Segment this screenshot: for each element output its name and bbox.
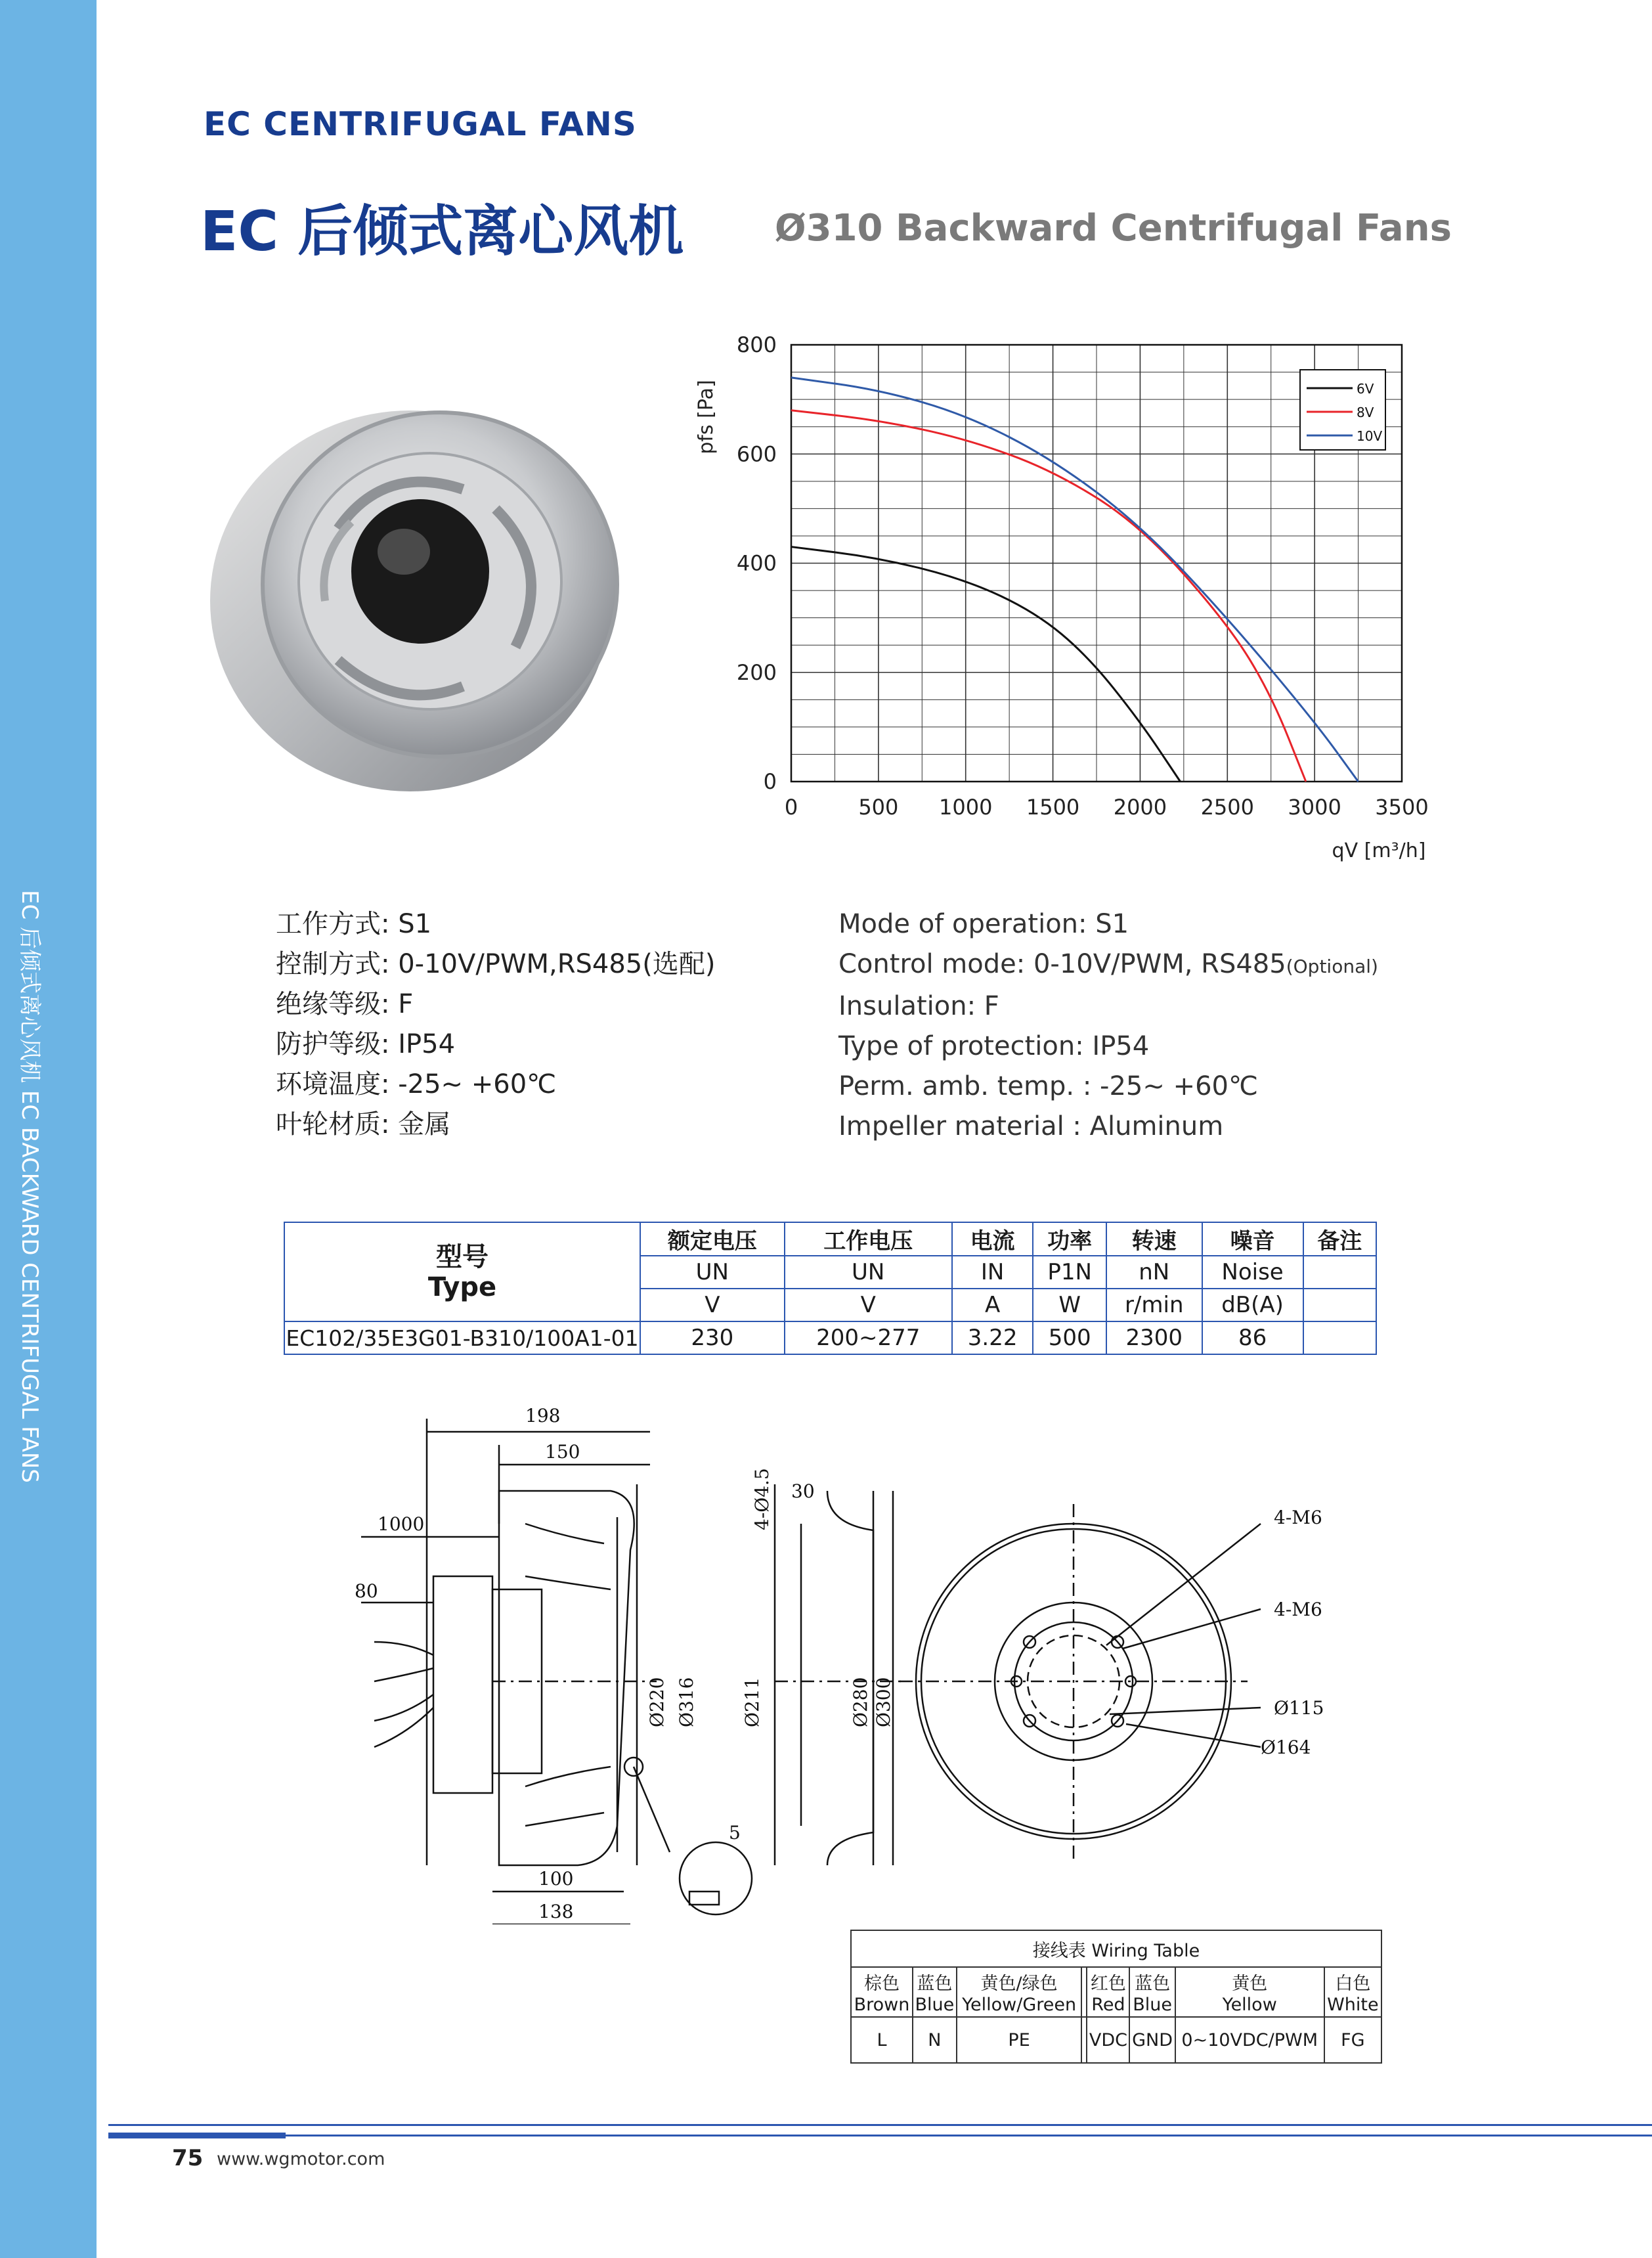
sidebar-text: EC 后倾式离心风机 EC BACKWARD CENTRIFUGAL FANS (16, 890, 43, 1483)
type-table (284, 1222, 1377, 1355)
dim-label: 1000 (378, 1513, 425, 1535)
footer-divider-thin (286, 2135, 1652, 2136)
dim-label: 138 (538, 1901, 574, 1922)
wire-signal: L (851, 2017, 913, 2063)
wire-color: 黄色 Yellow (1175, 1967, 1324, 2017)
dim-label: 4-M6 (1274, 1507, 1322, 1528)
wiring-table (850, 1930, 1382, 2064)
header-cell: 噪音 (1202, 1222, 1303, 1256)
y-axis-label: pfs [Pa] (695, 380, 718, 454)
sidebar (0, 0, 97, 2258)
x-tick-label: 2000 (1113, 795, 1167, 820)
unit-cell: W (1033, 1289, 1106, 1321)
performance-chart (683, 322, 1438, 880)
unit-cell: V (785, 1289, 952, 1321)
model-cell: EC102/35E3G01-B310/100A1-01 (284, 1321, 640, 1354)
y-tick-label: 800 (736, 332, 777, 357)
value-cell: 3.22 (952, 1321, 1033, 1354)
spec-cn-row: 控制方式: 0-10V/PWM,RS485(选配) (276, 949, 716, 979)
wire-color: 蓝色 Blue (913, 1967, 957, 2017)
y-tick-label: 0 (763, 769, 777, 794)
y-tick-labels (737, 332, 777, 794)
footer-divider (108, 2124, 1652, 2126)
value-cell (1303, 1321, 1376, 1354)
wire-signal: N (913, 2017, 957, 2063)
dim-label: 4-M6 (1274, 1599, 1322, 1620)
spec-en-row: Perm. amb. temp. : -25~ +60℃ (838, 1071, 1258, 1101)
wire-color: 黄色/绿色 Yellow/Green (957, 1967, 1082, 2017)
x-tick-label: 3000 (1288, 795, 1341, 820)
dim-label: 4-Ø4.5 (751, 1468, 773, 1530)
dim-label: Ø280 (850, 1677, 871, 1727)
spec-cn-row: 环境温度: -25~ +60℃ (276, 1069, 557, 1099)
spec-en-row: Impeller material : Aluminum (838, 1111, 1224, 1141)
value-cell: 86 (1202, 1321, 1303, 1354)
value-cell: 230 (640, 1321, 785, 1354)
specs-cn (276, 904, 801, 1145)
dim-label: Ø115 (1274, 1697, 1324, 1719)
footer-accent (108, 2133, 286, 2138)
x-tick-label: 3500 (1375, 795, 1429, 820)
symbol-cell: UN (785, 1256, 952, 1289)
spec-cn-row: 叶轮材质: 金属 (276, 1109, 451, 1140)
wire-signal: GND (1129, 2017, 1175, 2063)
dim-label: 30 (791, 1480, 815, 1502)
symbol-cell: UN (640, 1256, 785, 1289)
dim-label: Ø316 (676, 1677, 697, 1727)
fan-motor (351, 499, 489, 644)
series-line-6V (791, 547, 1181, 782)
header-cell: 额定电压 (640, 1222, 785, 1256)
x-tick-labels (785, 795, 1429, 820)
dim-label: 100 (538, 1868, 574, 1890)
unit-cell: dB(A) (1202, 1289, 1303, 1321)
spec-en-row: Insulation: F (838, 991, 999, 1021)
dim-label: 5 (729, 1822, 741, 1844)
spec-en-row: Type of protection: IP54 (838, 1031, 1150, 1061)
spec-en-row: Mode of operation: S1 (838, 909, 1129, 939)
legend-entry: 10V (1357, 428, 1383, 444)
dim-label: Ø300 (873, 1677, 894, 1727)
dim-label: 80 (355, 1580, 378, 1602)
specs-en (838, 904, 1462, 1147)
x-axis-label: qV [m³/h] (1332, 839, 1426, 862)
wire-signal: VDC (1087, 2017, 1129, 2063)
series-line-10V (791, 378, 1359, 782)
value-cell: 500 (1033, 1321, 1106, 1354)
x-tick-label: 1500 (1026, 795, 1080, 820)
dim-label: Ø220 (646, 1677, 668, 1727)
wire-signal: FG (1324, 2017, 1381, 2063)
spec-cn-row: 工作方式: S1 (276, 909, 432, 939)
unit-cell: V (640, 1289, 785, 1321)
symbol-cell: nN (1106, 1256, 1202, 1289)
wire-color: 蓝色 Blue (1129, 1967, 1175, 2017)
y-tick-label: 200 (736, 659, 777, 685)
y-tick-label: 400 (736, 550, 777, 576)
page-title-en: Ø310 Backward Centrifugal Fans (775, 207, 1452, 250)
dim-label: Ø164 (1261, 1737, 1311, 1758)
legend-entry: 8V (1357, 405, 1374, 420)
chart-legend (1300, 370, 1385, 450)
page-title-cn: EC 后倾式离心风机 (200, 199, 684, 263)
spec-cn-row: 绝缘等级: F (276, 989, 414, 1019)
legend-entry: 6V (1357, 381, 1374, 397)
unit-cell (1303, 1289, 1376, 1321)
symbol-cell: Noise (1202, 1256, 1303, 1289)
unit-cell: r/min (1106, 1289, 1202, 1321)
wire-signal: 0~10VDC/PWM (1175, 2017, 1324, 2063)
footer-url: www.wgmotor.com (217, 2149, 385, 2169)
wiring-title: 接线表 Wiring Table (851, 1930, 1381, 1967)
y-tick-label: 600 (736, 441, 777, 467)
category-title: EC CENTRIFUGAL FANS (204, 105, 637, 143)
header-cell: 电流 (952, 1222, 1033, 1256)
dim-label: 150 (545, 1441, 580, 1463)
x-tick-label: 2500 (1200, 795, 1255, 820)
symbol-cell: P1N (1033, 1256, 1106, 1289)
technical-drawing (328, 1392, 1353, 1924)
wire-color: 棕色 Brown (851, 1967, 913, 2017)
spec-cn-row: 防护等级: IP54 (276, 1029, 456, 1059)
dim-label: Ø211 (741, 1677, 763, 1727)
series-line-8V (791, 410, 1306, 782)
value-cell: 200~277 (785, 1321, 952, 1354)
spec-en-row: Control mode: 0-10V/PWM, RS485(Optional) (838, 949, 1378, 979)
header-cell: 工作电压 (785, 1222, 952, 1256)
type-header: 型号 Type (284, 1222, 640, 1321)
symbol-cell: IN (952, 1256, 1033, 1289)
x-tick-label: 1000 (938, 795, 993, 820)
header-cell: 备注 (1303, 1222, 1376, 1256)
header-cell: 功率 (1033, 1222, 1106, 1256)
dim-label: 198 (525, 1405, 561, 1427)
page-number: 75 (172, 2145, 204, 2171)
fan-photo (187, 384, 653, 811)
value-cell: 2300 (1106, 1321, 1202, 1354)
wire-color: 红色 Red (1087, 1967, 1129, 2017)
x-tick-label: 500 (858, 795, 899, 820)
x-tick-label: 0 (784, 795, 798, 820)
unit-cell: A (952, 1289, 1033, 1321)
chart-curves (791, 378, 1359, 782)
wire-signal: PE (957, 2017, 1082, 2063)
symbol-cell (1303, 1256, 1376, 1289)
wire-color: 白色 White (1324, 1967, 1381, 2017)
header-cell: 转速 (1106, 1222, 1202, 1256)
